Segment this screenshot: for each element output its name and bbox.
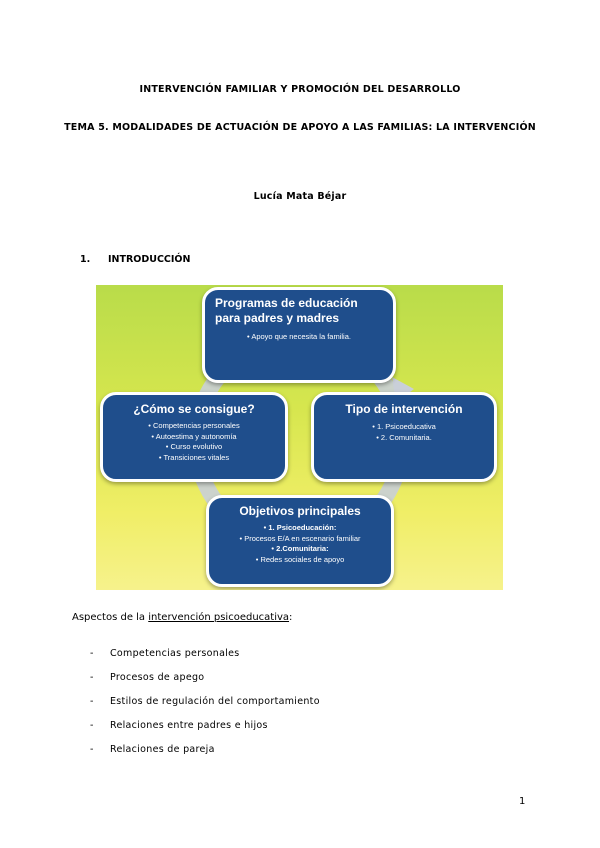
box-programas [202,287,396,383]
aspect-item-text: Relaciones de pareja [110,744,215,755]
box-objetivos-item: • Procesos E/A en escenario familiar [209,534,391,545]
cycle-diagram [96,285,503,590]
box-tipo-intervencion [311,392,497,482]
box-programas-title: Programas de educación para padres y madres [215,296,358,325]
aspect-item-text: Procesos de apego [110,672,205,683]
box-como-item: • Curso evolutivo [103,442,285,453]
box-objetivos [206,495,394,587]
list-dash: - [90,720,94,731]
list-dash: - [90,744,94,755]
list-dash: - [90,648,94,659]
author-name: Lucía Mata Béjar [253,191,347,202]
aspects-intro-prefix: Aspectos de la [72,612,149,623]
box-tipo-item: • 2. Comunitaria. [314,433,494,444]
list-dash: - [90,696,94,707]
aspects-intro [72,612,292,623]
page-number: 1 [519,796,526,807]
section-title: INTRODUCCIÓN [108,254,191,265]
box-como-item: • Competencias personales [103,421,285,432]
document-title: INTERVENCIÓN FAMILIAR Y PROMOCIÓN DEL DESARROLLO [139,84,461,95]
box-como-se-consigue [100,392,288,482]
box-como-title: ¿Cómo se consigue? [133,402,255,416]
box-tipo-item: • 1. Psicoeducativa [314,422,494,433]
aspect-item-text: Relaciones entre padres e hijos [110,720,268,731]
section-number: 1. [80,254,91,265]
box-objetivos-item: • 2.Comunitaria: [209,544,391,555]
box-objetivos-item: • Redes sociales de apoyo [209,555,391,566]
aspects-intro-underlined: intervención psicoeducativa [148,612,290,623]
box-como-item: • Autoestima y autonomía [103,432,285,443]
aspects-intro-suffix: : [289,612,293,623]
aspect-item-text: Estilos de regulación del comportamiento [110,696,320,707]
box-como-item: • Transiciones vitales [103,453,285,464]
box-objetivos-title: Objetivos principales [239,504,361,518]
aspect-item-text: Competencias personales [110,648,240,659]
box-tipo-title: Tipo de intervención [345,402,463,416]
box-objetivos-item: • 1. Psicoeducación: [209,523,391,534]
box-programas-item: • Apoyo que necesita la familia. [205,332,393,343]
document-subtitle: TEMA 5. MODALIDADES DE ACTUACIÓN DE APOYO A LAS FAMILIAS: LA INTERVENCIÓN [64,122,536,133]
list-dash: - [90,672,94,683]
